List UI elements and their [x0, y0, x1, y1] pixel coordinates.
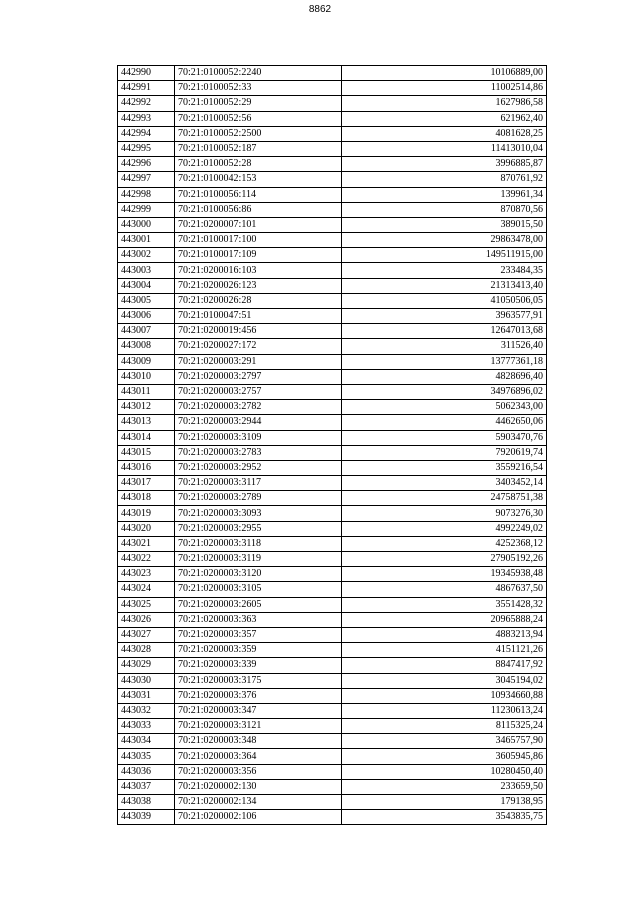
table-row — [118, 111, 547, 126]
row-id-cell: 443038 — [118, 795, 175, 810]
cadastral-value-cell: 3045194,02 — [342, 673, 547, 688]
table-row — [118, 293, 547, 308]
table-row — [118, 157, 547, 172]
row-id-cell: 443016 — [118, 460, 175, 475]
row-id-cell: 443008 — [118, 339, 175, 354]
row-id-cell: 442994 — [118, 126, 175, 141]
row-id-cell: 443029 — [118, 658, 175, 673]
cadastral-number-cell: 70:21:0200003:339 — [175, 658, 342, 673]
cadastral-number-cell: 70:21:0200003:3175 — [175, 673, 342, 688]
cadastral-value-cell: 3605945,86 — [342, 749, 547, 764]
cadastral-value-cell: 10106889,00 — [342, 66, 547, 81]
cadastral-number-cell: 70:21:0200003:2782 — [175, 400, 342, 415]
cadastral-number-cell: 70:21:0100052:2240 — [175, 66, 342, 81]
cadastral-value-cell: 27905192,26 — [342, 552, 547, 567]
cadastral-number-cell: 70:21:0200003:348 — [175, 734, 342, 749]
cadastral-number-cell: 70:21:0200003:3093 — [175, 506, 342, 521]
row-id-cell: 443011 — [118, 384, 175, 399]
row-id-cell: 443019 — [118, 506, 175, 521]
row-id-cell: 443007 — [118, 324, 175, 339]
table-row — [118, 779, 547, 794]
cadastral-value-cell: 3559216,54 — [342, 460, 547, 475]
row-id-cell: 442996 — [118, 157, 175, 172]
cadastral-number-cell: 70:21:0200003:3119 — [175, 552, 342, 567]
cadastral-number-cell: 70:21:0100052:2500 — [175, 126, 342, 141]
cadastral-number-cell: 70:21:0200003:2944 — [175, 415, 342, 430]
table-row — [118, 688, 547, 703]
cadastral-value-cell: 41050506,05 — [342, 293, 547, 308]
table-row — [118, 506, 547, 521]
table-row — [118, 673, 547, 688]
cadastral-number-cell: 70:21:0100017:109 — [175, 248, 342, 263]
cadastral-value-cell: 1627986,58 — [342, 96, 547, 111]
cadastral-number-cell: 70:21:0200003:3121 — [175, 719, 342, 734]
table-row — [118, 202, 547, 217]
cadastral-number-cell: 70:21:0100042:153 — [175, 172, 342, 187]
cadastral-value-cell: 233484,35 — [342, 263, 547, 278]
cadastral-value-cell: 4462650,06 — [342, 415, 547, 430]
table-row — [118, 430, 547, 445]
cadastral-value-cell: 4252368,12 — [342, 536, 547, 551]
cadastral-number-cell: 70:21:0200002:134 — [175, 795, 342, 810]
row-id-cell: 443025 — [118, 597, 175, 612]
row-id-cell: 443018 — [118, 491, 175, 506]
cadastral-value-cell: 3996885,87 — [342, 157, 547, 172]
table-row — [118, 703, 547, 718]
table-row — [118, 567, 547, 582]
table-row — [118, 172, 547, 187]
cadastral-number-cell: 70:21:0200003:3120 — [175, 567, 342, 582]
cadastral-number-cell: 70:21:0100052:28 — [175, 157, 342, 172]
row-id-cell: 443037 — [118, 779, 175, 794]
cadastral-number-cell: 70:21:0200003:3109 — [175, 430, 342, 445]
table-row — [118, 445, 547, 460]
cadastral-number-cell: 70:21:0200003:2952 — [175, 460, 342, 475]
table-row — [118, 460, 547, 475]
cadastral-value-cell: 7920619,74 — [342, 445, 547, 460]
cadastral-number-cell: 70:21:0200003:2783 — [175, 445, 342, 460]
cadastral-number-cell: 70:21:0200003:363 — [175, 612, 342, 627]
row-id-cell: 443036 — [118, 764, 175, 779]
table-row — [118, 233, 547, 248]
cadastral-number-cell: 70:21:0200026:28 — [175, 293, 342, 308]
cadastral-number-cell: 70:21:0200003:3105 — [175, 582, 342, 597]
row-id-cell: 443031 — [118, 688, 175, 703]
table-row — [118, 810, 547, 825]
cadastral-value-cell: 311526,40 — [342, 339, 547, 354]
table-row — [118, 324, 547, 339]
table-row — [118, 187, 547, 202]
cadastral-value-cell: 4992249,02 — [342, 521, 547, 536]
row-id-cell: 442999 — [118, 202, 175, 217]
cadastral-value-cell: 4151121,26 — [342, 643, 547, 658]
cadastral-value-table — [117, 65, 547, 825]
cadastral-value-cell: 870870,56 — [342, 202, 547, 217]
cadastral-value-cell: 11230613,24 — [342, 703, 547, 718]
cadastral-value-cell: 389015,50 — [342, 217, 547, 232]
row-id-cell: 443001 — [118, 233, 175, 248]
table-row — [118, 597, 547, 612]
cadastral-value-cell: 29863478,00 — [342, 233, 547, 248]
table-row — [118, 369, 547, 384]
row-id-cell: 442993 — [118, 111, 175, 126]
row-id-cell: 443020 — [118, 521, 175, 536]
table-row — [118, 612, 547, 627]
cadastral-value-cell: 10934660,88 — [342, 688, 547, 703]
cadastral-number-cell: 70:21:0100047:51 — [175, 309, 342, 324]
row-id-cell: 443006 — [118, 309, 175, 324]
cadastral-number-cell: 70:21:0200007:101 — [175, 217, 342, 232]
row-id-cell: 443024 — [118, 582, 175, 597]
page-number: 8862 — [308, 4, 332, 15]
cadastral-number-cell: 70:21:0200019:456 — [175, 324, 342, 339]
cadastral-number-cell: 70:21:0200002:106 — [175, 810, 342, 825]
cadastral-value-cell: 10280450,40 — [342, 764, 547, 779]
cadastral-value-cell: 5903470,76 — [342, 430, 547, 445]
cadastral-number-cell: 70:21:0200003:2955 — [175, 521, 342, 536]
table-row — [118, 521, 547, 536]
cadastral-value-cell: 233659,50 — [342, 779, 547, 794]
row-id-cell: 443004 — [118, 278, 175, 293]
row-id-cell: 443030 — [118, 673, 175, 688]
row-id-cell: 443003 — [118, 263, 175, 278]
cadastral-number-cell: 70:21:0200003:2789 — [175, 491, 342, 506]
row-id-cell: 443028 — [118, 643, 175, 658]
table-row — [118, 795, 547, 810]
table-row — [118, 627, 547, 642]
table-row — [118, 400, 547, 415]
table-row — [118, 643, 547, 658]
cadastral-number-cell: 70:21:0200003:347 — [175, 703, 342, 718]
table-row — [118, 491, 547, 506]
table-row — [118, 536, 547, 551]
table-row — [118, 126, 547, 141]
row-id-cell: 443039 — [118, 810, 175, 825]
cadastral-value-cell: 3963577,91 — [342, 309, 547, 324]
row-id-cell: 443005 — [118, 293, 175, 308]
cadastral-number-cell: 70:21:0100056:86 — [175, 202, 342, 217]
table-row — [118, 217, 547, 232]
table-row — [118, 582, 547, 597]
row-id-cell: 443014 — [118, 430, 175, 445]
cadastral-value-cell: 179138,95 — [342, 795, 547, 810]
cadastral-value-cell: 4867637,50 — [342, 582, 547, 597]
cadastral-value-cell: 3465757,90 — [342, 734, 547, 749]
row-id-cell: 443026 — [118, 612, 175, 627]
cadastral-value-cell: 21313413,40 — [342, 278, 547, 293]
table-body — [118, 66, 547, 825]
cadastral-number-cell: 70:21:0200003:3117 — [175, 476, 342, 491]
table-row — [118, 552, 547, 567]
cadastral-value-cell: 149511915,00 — [342, 248, 547, 263]
row-id-cell: 443021 — [118, 536, 175, 551]
row-id-cell: 443023 — [118, 567, 175, 582]
cadastral-number-cell: 70:21:0200003:3118 — [175, 536, 342, 551]
cadastral-number-cell: 70:21:0100052:29 — [175, 96, 342, 111]
cadastral-value-cell: 11002514,86 — [342, 81, 547, 96]
row-id-cell: 443009 — [118, 354, 175, 369]
row-id-cell: 443022 — [118, 552, 175, 567]
row-id-cell: 442997 — [118, 172, 175, 187]
cadastral-number-cell: 70:21:0200003:2757 — [175, 384, 342, 399]
cadastral-value-cell: 13777361,18 — [342, 354, 547, 369]
cadastral-number-cell: 70:21:0100052:33 — [175, 81, 342, 96]
cadastral-number-cell: 70:21:0200027:172 — [175, 339, 342, 354]
row-id-cell: 443017 — [118, 476, 175, 491]
table-row — [118, 734, 547, 749]
cadastral-number-cell: 70:21:0200002:130 — [175, 779, 342, 794]
cadastral-number-cell: 70:21:0100056:114 — [175, 187, 342, 202]
table-row — [118, 415, 547, 430]
table-row — [118, 658, 547, 673]
cadastral-value-cell: 139961,34 — [342, 187, 547, 202]
cadastral-value-cell: 870761,92 — [342, 172, 547, 187]
row-id-cell: 443010 — [118, 369, 175, 384]
table-row — [118, 339, 547, 354]
cadastral-number-cell: 70:21:0200003:376 — [175, 688, 342, 703]
table-row — [118, 141, 547, 156]
table-row — [118, 476, 547, 491]
row-id-cell: 442990 — [118, 66, 175, 81]
cadastral-number-cell: 70:21:0100052:187 — [175, 141, 342, 156]
row-id-cell: 443000 — [118, 217, 175, 232]
row-id-cell: 443013 — [118, 415, 175, 430]
cadastral-value-cell: 9073276,30 — [342, 506, 547, 521]
table-row — [118, 263, 547, 278]
table-row — [118, 719, 547, 734]
table-row — [118, 764, 547, 779]
table-row — [118, 354, 547, 369]
cadastral-value-cell: 5062343,00 — [342, 400, 547, 415]
table-row — [118, 384, 547, 399]
cadastral-value-cell: 3551428,32 — [342, 597, 547, 612]
cadastral-value-cell: 24758751,38 — [342, 491, 547, 506]
row-id-cell: 443012 — [118, 400, 175, 415]
cadastral-value-cell: 11413010,04 — [342, 141, 547, 156]
cadastral-value-cell: 8115325,24 — [342, 719, 547, 734]
cadastral-number-cell: 70:21:0200003:356 — [175, 764, 342, 779]
table-row — [118, 309, 547, 324]
table-row — [118, 96, 547, 111]
table-row — [118, 66, 547, 81]
cadastral-value-cell: 12647013,68 — [342, 324, 547, 339]
cadastral-number-cell: 70:21:0200003:2605 — [175, 597, 342, 612]
row-id-cell: 443015 — [118, 445, 175, 460]
row-id-cell: 443034 — [118, 734, 175, 749]
row-id-cell: 443027 — [118, 627, 175, 642]
row-id-cell: 443033 — [118, 719, 175, 734]
cadastral-number-cell: 70:21:0200026:123 — [175, 278, 342, 293]
cadastral-value-cell: 4883213,94 — [342, 627, 547, 642]
row-id-cell: 443002 — [118, 248, 175, 263]
cadastral-number-cell: 70:21:0200003:357 — [175, 627, 342, 642]
table-row — [118, 248, 547, 263]
cadastral-value-cell: 20965888,24 — [342, 612, 547, 627]
row-id-cell: 442998 — [118, 187, 175, 202]
cadastral-value-cell: 3543835,75 — [342, 810, 547, 825]
cadastral-number-cell: 70:21:0200003:359 — [175, 643, 342, 658]
cadastral-value-cell: 4081628,25 — [342, 126, 547, 141]
cadastral-value-cell: 4828696,40 — [342, 369, 547, 384]
cadastral-number-cell: 70:21:0100052:56 — [175, 111, 342, 126]
cadastral-number-cell: 70:21:0100017:100 — [175, 233, 342, 248]
cadastral-value-cell: 34976896,02 — [342, 384, 547, 399]
table-row — [118, 749, 547, 764]
row-id-cell: 442995 — [118, 141, 175, 156]
cadastral-number-cell: 70:21:0200003:291 — [175, 354, 342, 369]
cadastral-number-cell: 70:21:0200003:2797 — [175, 369, 342, 384]
cadastral-value-cell: 621962,40 — [342, 111, 547, 126]
cadastral-value-cell: 3403452,14 — [342, 476, 547, 491]
row-id-cell: 442991 — [118, 81, 175, 96]
cadastral-value-cell: 8847417,92 — [342, 658, 547, 673]
cadastral-value-cell: 19345938,48 — [342, 567, 547, 582]
row-id-cell: 443035 — [118, 749, 175, 764]
table-row — [118, 278, 547, 293]
table-row — [118, 81, 547, 96]
cadastral-number-cell: 70:21:0200016:103 — [175, 263, 342, 278]
cadastral-number-cell: 70:21:0200003:364 — [175, 749, 342, 764]
row-id-cell: 442992 — [118, 96, 175, 111]
row-id-cell: 443032 — [118, 703, 175, 718]
